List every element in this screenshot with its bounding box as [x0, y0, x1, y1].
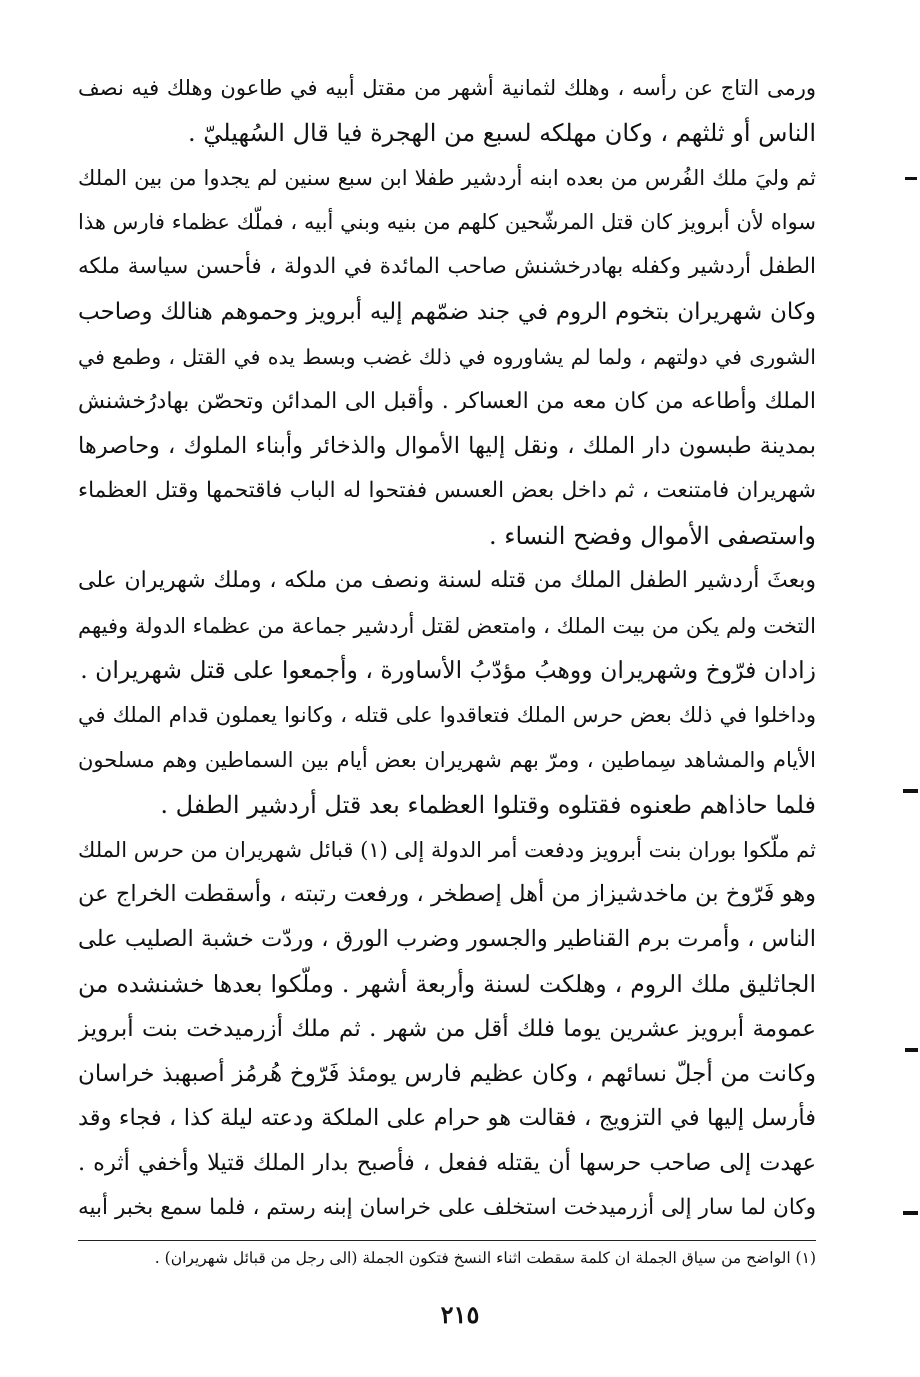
text-line: وكان شهريران بتخوم الروم في جند ضمّهم إليه أبرويز وحموهم هنالك وصاحب [78, 298, 816, 325]
margin-mark [903, 1211, 918, 1215]
text-line: الملك وأطاعه من كان معه من العساكر . وأقبل الى المدائن وتحصّن بهادرُخشنش [78, 388, 816, 414]
text-line: الطفل أردشير وكفله بهادرخشنش صاحب المائدة في الدولة ، فأحسن سياسة ملكه [78, 254, 816, 280]
footnote: (١) الواضح من سياق الجملة ان كلمة سقطت اثناء النسخ فتكون الجملة (الى رجل من قبائل شهريران) . [154, 1249, 816, 1267]
text-line: فأرسل إليها في التزويج ، فقالت هو حرام على الملكة ودعته ليلة كذا ، فجاء وقد [78, 1105, 816, 1132]
text-line: واستصفى الأموال وفضح النساء . [488, 521, 816, 550]
text-line: ثم ملّكوا بوران بنت أبرويز ودفعت أمر الدولة إلى (١) قبائل شهريران من حرس الملك [78, 837, 816, 862]
page-number: ٢١٥ [440, 1300, 480, 1329]
text-line: بمدينة طبسون دار الملك ، ونقل إليها الأموال والذخائر وأبناء الملوك ، وحاصرها [78, 433, 816, 460]
text-line: عهدت إلى صاحب حرسها أن يقتله ففعل ، فأصبح بدار الملك قتيلا وأخفي أثره . [78, 1150, 816, 1177]
text-line: زادان فرّوخ وشهريران ووهبُ مؤدّبُ الأساورة ، وأجمعوا على قتل شهريران . [80, 656, 816, 685]
text-line: فلما حاذاهم طعنوه فقتلوه وقتلوا العظماء بعد قتل أردشير الطفل . [160, 790, 816, 819]
text-line: ورمى التاج عن رأسه ، وهلك لثمانية أشهر من مقتل أبيه في طاعون وهلك فيه نصف [78, 76, 816, 100]
text-line: الناس ، وأمرت برم القناطير والجسور وضرب الورق ، وردّت خشبة الصليب على [78, 926, 816, 953]
text-line: عمومة أبرويز عشرين يوما فلك أقل من شهر . ثم ملك أزرميدخت بنت أبرويز [78, 1015, 816, 1042]
text-line: الجاثليق ملك الروم ، وهلكت لسنة وأربعة أشهر . وملّكوا بعدها خشنشده من [78, 969, 816, 998]
footnote-separator [78, 1240, 816, 1241]
text-line: ثم وليَ ملك الفُرس من بعده ابنه أردشير طفلا ابن سبع سنين لم يجدوا من بين الملك [78, 165, 816, 190]
text-line: الأيام والمشاهد سِماطين ، ومرّ بهم شهريران بعض أيام بين السماطين وهم مسلحون [78, 747, 816, 772]
text-line: الناس أو ثلثهم ، وكان مهلكه لسبع من الهجرة فيا قال السُهيليّ . [188, 118, 816, 147]
margin-mark [905, 177, 917, 180]
text-line: التخت ولم يكن من بيت الملك ، وامتعض لقتل أردشير جماعة من عظماء الدولة وفيهم [78, 613, 816, 638]
text-line: وبعثَ أردشير الطفل الملك من قتله لسنة ونصف من ملكه ، وملك شهريران على [78, 567, 816, 593]
text-line: وداخلوا في ذلك بعض حرس الملك فتعاقدوا على قتله ، وكانوا يعملون قدام الملك في [78, 703, 816, 728]
text-line: شهريران فامتنعت ، ثم داخل بعض العسس ففتحوا له الباب فاقتحمها وقتل العظماء [78, 478, 816, 504]
margin-mark [905, 1048, 918, 1052]
margin-mark [903, 789, 918, 793]
text-line: سواه لأن أبرويز كان قتل المرشّحين كلهم من بنيه وبني أبيه ، فملّك عظماء فارس هذا [78, 210, 816, 235]
text-line: الشورى في دولتهم ، ولما لم يشاوروه في ذلك غضب وبسط يده في القتل ، وطمع في [78, 344, 816, 369]
text-line: وكان لما سار إلى أزرميدخت استخلف على خراسان إبنه رستم ، فلما سمع بخبر أبيه [78, 1194, 816, 1220]
text-line: وكانت من أجلّ نسائهم ، وكان عظيم فارس يومئذ فَرّوخ هُرمُز أصبهبذ خراسان [78, 1060, 816, 1087]
body-text [78, 66, 816, 1231]
text-line: وهو فَرّوخ بن ماخدشيزاز من أهل إصطخر ، ورفعت رتبته ، وأسقطت الخراج عن [78, 881, 816, 908]
